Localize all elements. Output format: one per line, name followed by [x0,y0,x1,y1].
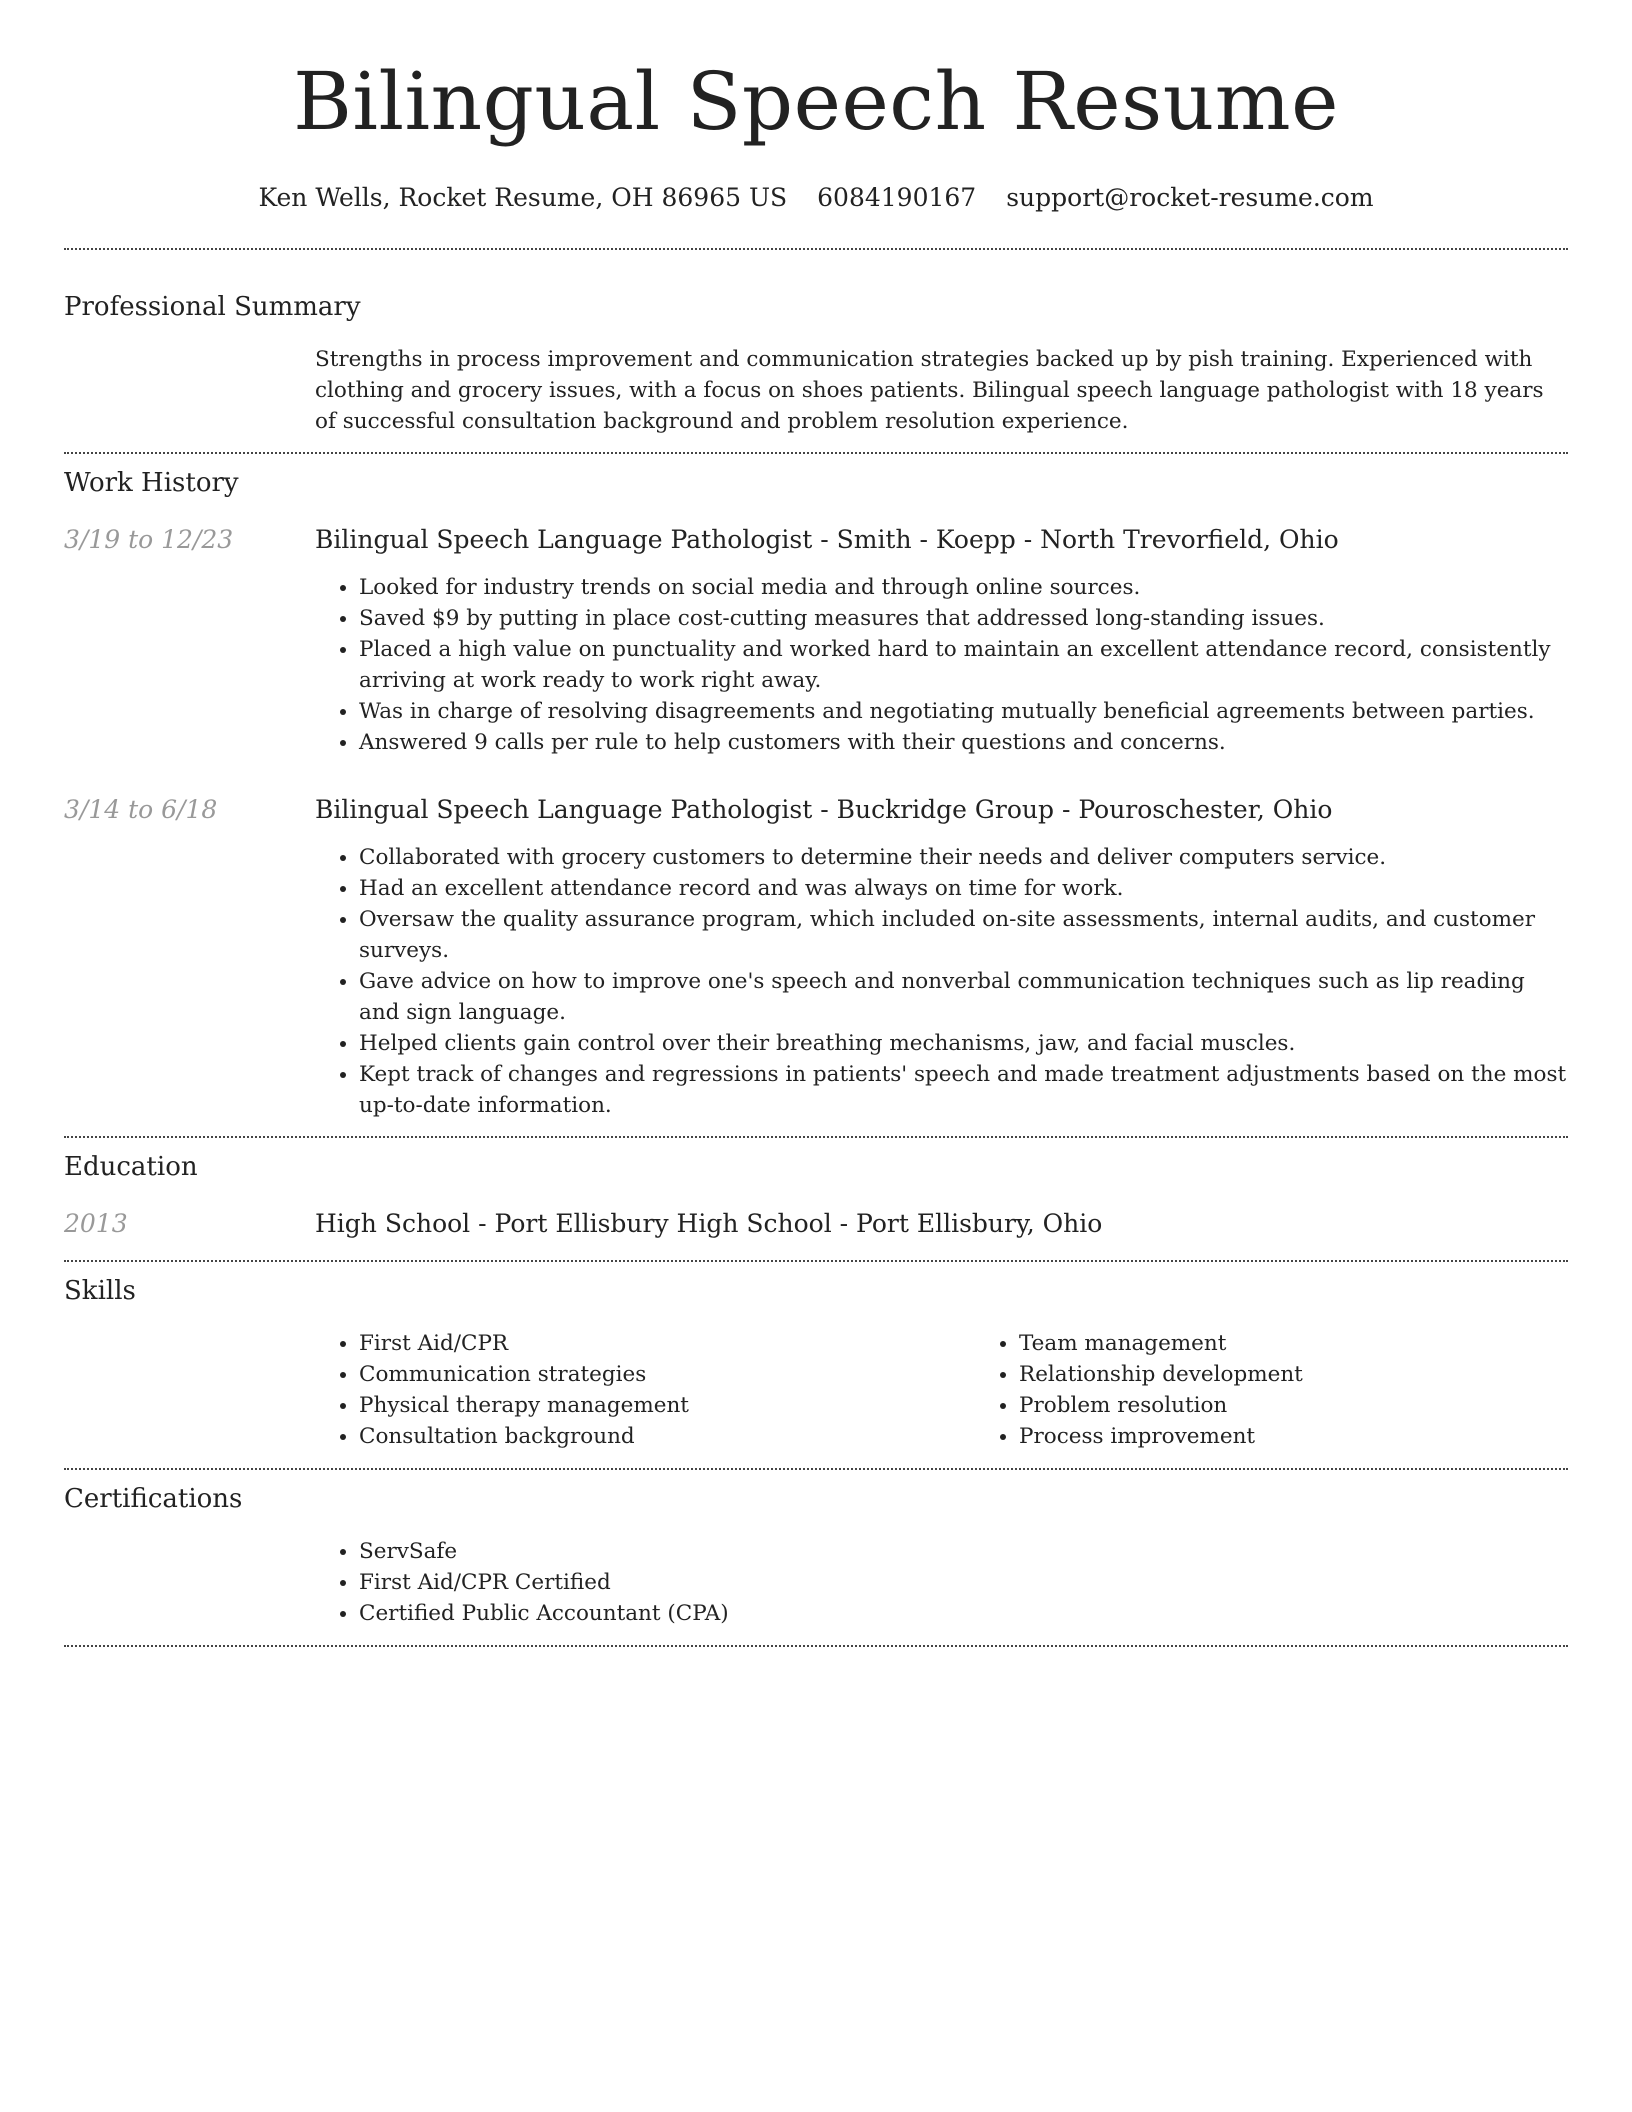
section-heading-work-history: Work History [64,468,239,498]
job-bullet: • Helped clients gain control over their breathing mechanisms, jaw, and facial muscles. [359,1028,1568,1059]
section-skills [64,1274,1568,1452]
education-content [315,1208,1568,1240]
skill-item: • First Aid/CPR [359,1328,975,1359]
job-bullet-list [315,572,1568,758]
section-work-history [64,466,1568,1121]
job-heading [315,524,1568,556]
certification-item: • First Aid/CPR Certified [359,1567,1568,1598]
certification-item: • Certified Public Accountant (CPA) [359,1598,1568,1629]
contact-phone: 6084190167 [817,183,977,212]
section-education [64,1150,1568,1240]
job-title: Bilingual Speech Language Pathologist [315,795,813,824]
divider-education [64,1260,1568,1262]
job-content [315,794,1568,1121]
skill-item: • Communication strategies [359,1359,975,1390]
divider-summary [64,452,1568,454]
skills-row [64,1328,1568,1452]
job-bullet: • Placed a high value on punctuality and worked hard to maintain an excellent attendance record, consistently arriving at work ready to work right away. [359,634,1568,696]
job-bullet: • Kept track of changes and regressions in patients' speech and made treatment adjustments based on the most up-to-date information. [359,1059,1568,1121]
certification-item: • ServSafe [359,1536,1568,1567]
certifications-content [315,1536,1568,1629]
job-dates: 3/14 to 6/18 [64,795,218,824]
contact-email: support@rocket-resume.com [1006,183,1374,212]
job-dates: 3/19 to 12/23 [64,525,234,554]
job-details: - Smith - Koepp - North Trevorfield, Ohio [812,525,1339,554]
section-professional-summary [64,290,1568,437]
job-bullet: • Oversaw the quality assurance program, which included on-site assessments, internal audits, and customer surveys. [359,904,1568,966]
section-certifications [64,1482,1568,1629]
divider-certifications [64,1645,1568,1647]
summary-content [315,344,1568,437]
skill-item: • Process improvement [1019,1421,1632,1452]
certifications-row [64,1536,1568,1629]
education-details: - Port Ellisbury High School - Port Ellisbury, Ohio [470,1209,1103,1238]
job-details: - Buckridge Group - Pouroschester, Ohio [812,795,1333,824]
skills-list-left [315,1328,975,1452]
contact-line [64,182,1568,214]
job-entry [64,794,1568,1121]
job-bullet: • Gave advice on how to improve one's speech and nonverbal communication techniques such as lip reading and sign language. [359,966,1568,1028]
divider-header [64,248,1568,250]
section-heading-certifications: Certifications [64,1484,243,1514]
skill-item: • Relationship development [1019,1359,1632,1390]
skills-grid [315,1328,1568,1452]
section-heading-skills: Skills [64,1276,136,1306]
education-heading [315,1208,1568,1240]
job-bullet: • Looked for industry trends on social media and through online sources. [359,572,1568,603]
section-heading-summary: Professional Summary [64,292,361,322]
skill-item: • Team management [1019,1328,1632,1359]
education-year: 2013 [64,1209,128,1238]
skill-item: • Consultation background [359,1421,975,1452]
job-heading [315,794,1568,826]
skill-item: • Physical therapy management [359,1390,975,1421]
education-degree: High School [315,1209,471,1238]
skills-list-right [975,1328,1632,1452]
divider-work-history [64,1136,1568,1138]
job-entry [64,524,1568,758]
skill-item: • Problem resolution [1019,1390,1632,1421]
job-bullet: • Saved $9 by putting in place cost-cutting measures that addressed long-standing issues. [359,603,1568,634]
contact-address: Ken Wells, Rocket Resume, OH 86965 US [258,183,788,212]
summary-row [64,344,1568,437]
job-bullet: • Had an excellent attendance record and was always on time for work. [359,873,1568,904]
divider-skills [64,1468,1568,1470]
job-title: Bilingual Speech Language Pathologist [315,525,813,554]
resume-title: Bilingual Speech Resume [293,55,1339,148]
section-heading-education: Education [64,1152,198,1182]
education-entry [64,1208,1568,1240]
job-bullet: • Was in charge of resolving disagreements and negotiating mutually beneficial agreements between parties. [359,696,1568,727]
certifications-list [315,1536,1568,1629]
job-content [315,524,1568,758]
summary-text: Strengths in process improvement and communication strategies backed up by pish training. Experienced with clothing and grocery issues, with a focus on shoes patients. Bilingual speech language pathologist with 18 years of successful consultation background and problem resolution experience. [315,347,1544,434]
job-bullet: • Collaborated with grocery customers to determine their needs and deliver computers service. [359,842,1568,873]
job-bullet: • Answered 9 calls per rule to help customers with their questions and concerns. [359,727,1568,758]
job-bullet-list [315,842,1568,1121]
